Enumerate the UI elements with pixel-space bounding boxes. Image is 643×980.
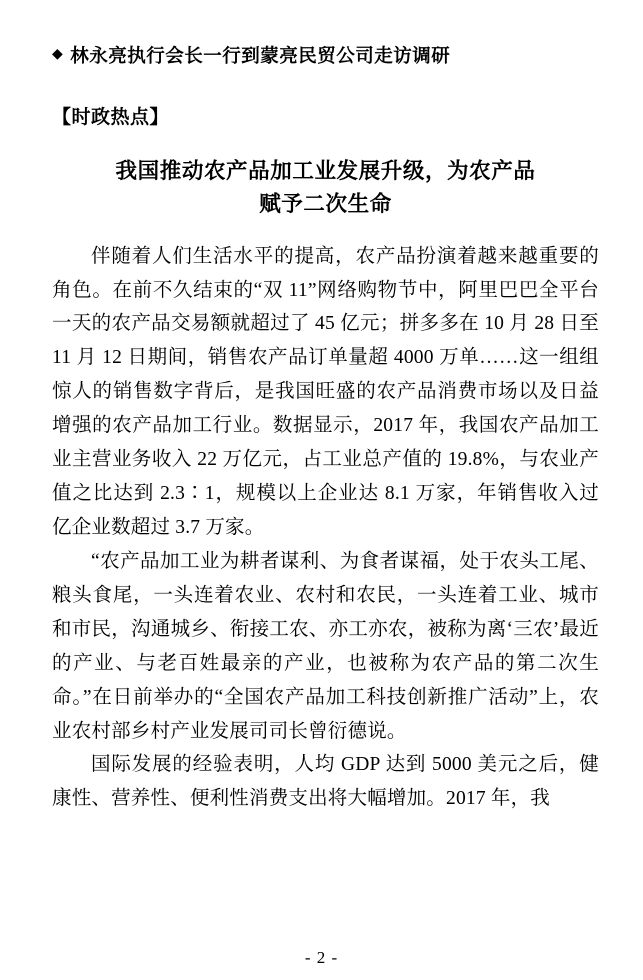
diamond-bullet-icon: ◆	[52, 46, 64, 62]
running-header	[52, 42, 599, 68]
article-body	[52, 240, 599, 817]
page-title-line-2: 赋予二次生命	[259, 192, 392, 217]
page-title-line-1: 我国推动农产品加工业发展升级，为农产品	[115, 159, 536, 183]
paragraph: 国际发展的经验表明，人均 GDP 达到 5000 美元之后，健康性、营养性、便利性消费支出将大幅增加。2017 年，我	[52, 754, 599, 810]
page-footer	[0, 948, 643, 968]
paragraph: “农产品加工业为耕者谋利、为食者谋福，处于农头工尾、粮头食尾，一头连着农业、农村和农民，一头连着工业、城市和市民，沟通城乡、衔接工农、亦工亦农，被称为离‘三农’最近的产业、与老百姓最亲的产业，也被称为农产品的第二次生命。”在日前举办的“全国农产品加工科技创新推广活动”上，农业农村部乡村产业发展司司长曾衍德说。	[52, 550, 599, 742]
paragraph: 伴随着人们生活水平的提高，农产品扮演着越来越重要的角色。在前不久结束的“双 11”网络购物节中，阿里巴巴全平台一天的农产品交易额就超过了 45 亿元；拼多多在 10 月 28 日至 11 月 12 日期间，销售农产品订单量超 4000 万单……这一组组惊人的销售数字背后，是我国旺盛的农产品消费市场以及日益增强的农产品加工行业。数据显示，2017 年，我国农产品加工业主营业务收入 22 万亿元，占工业总产值的 19.8%，与农业产值之比达到 2.3∶1，规模以上企业达 8.1 万家，年销售收入过亿企业数超过 3.7 万家。	[52, 245, 599, 538]
page-number: - 2 -	[304, 948, 339, 967]
running-header-text: 林永亮执行会长一行到蒙亮民贸公司走访调研	[70, 47, 451, 67]
section-tag: 【时政热点】	[52, 107, 170, 128]
page-title	[52, 155, 599, 222]
